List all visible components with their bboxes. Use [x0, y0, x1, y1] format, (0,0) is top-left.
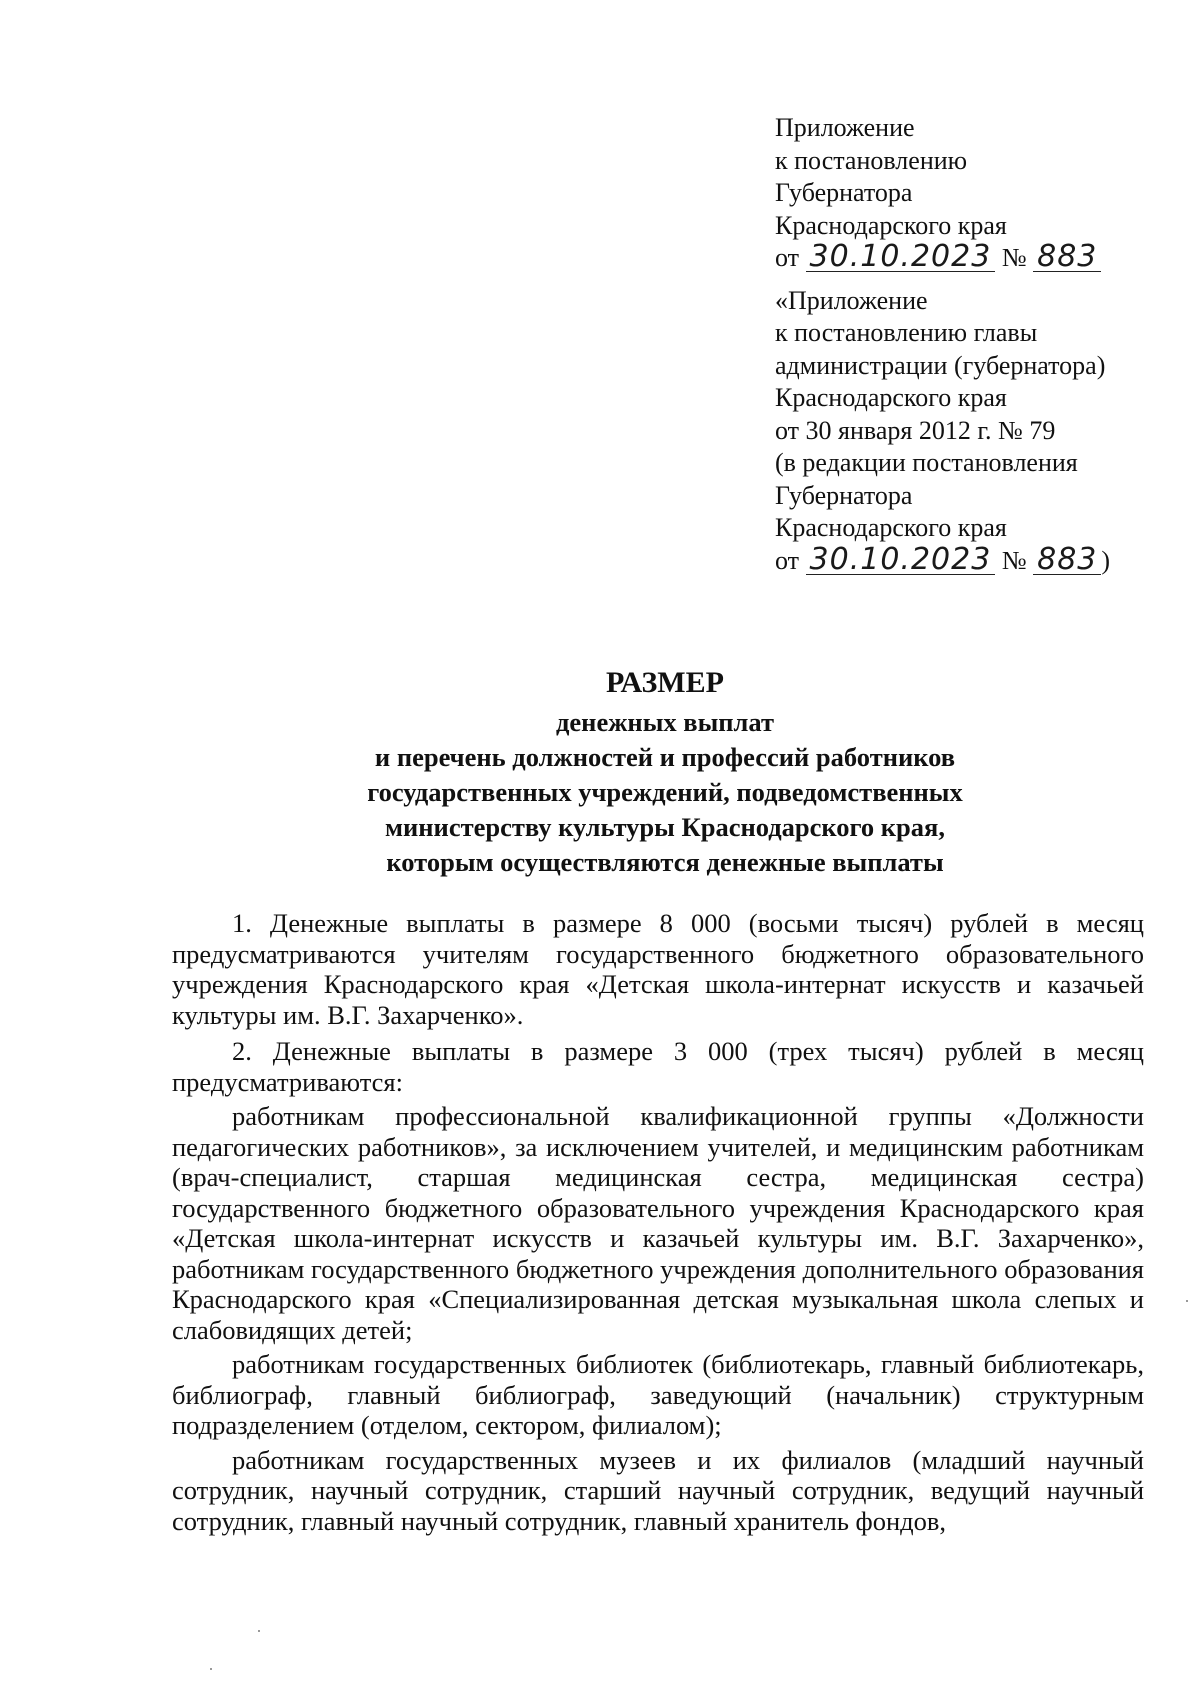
quoted-appendix-line: администрации (губернатора) [775, 350, 1106, 380]
body-paragraph: 1. Денежные выплаты в размере 8 000 (восьми тысяч) рублей в месяц предусматриваются учителям государственного бюджетного образовательного учреждения Краснодарского края «Детская школа-интернат искусств и казачьей культуры им. В.Г. Захарченко». [172, 908, 1144, 1030]
quoted-appendix-line: Губернатора [775, 480, 913, 510]
heading-line: денежных выплат [556, 707, 774, 737]
body-paragraph: работникам профессиональной квалификационной группы «Должности педагогических работников», за исключением учителей, и медицинским работникам (врач-специалист, старшая медицинская сестра, медицинская сестра) государственного бюджетного образовательного учреждения Краснодарского края «Детская школа-интернат искусств и казачьей культуры им. В.Г. Захарченко», работникам государственного бюджетного учреждения дополнительного образования Краснодарского края «Специализированная детская музыкальная школа слепых и слабовидящих детей; [172, 1101, 1144, 1345]
quoted-appendix-line: Краснодарского края [775, 513, 1007, 542]
body-paragraph: работникам государственных библиотек (библиотекарь, главный библиотекарь, библиограф, главный библиограф, заведующий (начальник) структурным подразделением (отделом, сектором, филиалом); [172, 1349, 1144, 1440]
quoted-appendix-line: Краснодарского края [775, 383, 1007, 412]
quoted-appendix-line: от 30 января 2012 г. № 79 [775, 415, 1056, 445]
handwritten-date: 30.10.2023 [806, 243, 996, 272]
appendix-line: Губернатора [775, 178, 913, 207]
handwritten-number: 883 [1033, 243, 1101, 272]
heading-line: и перечень должностей и профессий работников [374, 742, 956, 772]
date-prefix: от [775, 243, 800, 272]
appendix-date-line [775, 239, 1175, 275]
quoted-appendix-line: «Приложение [775, 285, 928, 315]
number-prefix: № [1001, 243, 1027, 272]
edition-date-prefix: от [775, 545, 800, 575]
heading-title: РАЗМЕР [606, 666, 724, 699]
appendix-block [775, 112, 1175, 577]
handwritten-edition-date: 30.10.2023 [806, 546, 996, 575]
document-heading [170, 665, 1160, 880]
appendix-line: Краснодарского края [775, 210, 1007, 240]
quoted-appendix-line: (в редакции постановления [775, 448, 1078, 477]
quoted-appendix-line: к постановлению главы [775, 318, 1038, 347]
appendix-line: Приложение [775, 113, 915, 142]
scan-speck [258, 1630, 260, 1632]
scan-speck [1186, 1300, 1188, 1302]
closing-parenthesis: ) [1101, 545, 1111, 575]
heading-line: министерству культуры Краснодарского края, [384, 812, 946, 842]
scan-speck [210, 1668, 212, 1670]
handwritten-edition-number: 883 [1033, 546, 1101, 575]
heading-line: государственных учреждений, подведомственных [367, 777, 963, 807]
edition-number-prefix: № [1001, 545, 1027, 575]
body-paragraph: работникам государственных музеев и их филиалов (младший научный сотрудник, научный сотрудник, старший научный сотрудник, ведущий научный сотрудник, главный научный сотрудник, главный хранитель фондов, [172, 1444, 1144, 1536]
edition-date-line [775, 541, 1175, 578]
heading-line: которым осуществляются денежные выплаты [386, 847, 944, 877]
body-paragraph: 2. Денежные выплаты в размере 3 000 (трех тысяч) рублей в месяц предусматриваются: [172, 1036, 1144, 1097]
appendix-line: к постановлению [775, 145, 968, 175]
document-body [172, 908, 1144, 1540]
